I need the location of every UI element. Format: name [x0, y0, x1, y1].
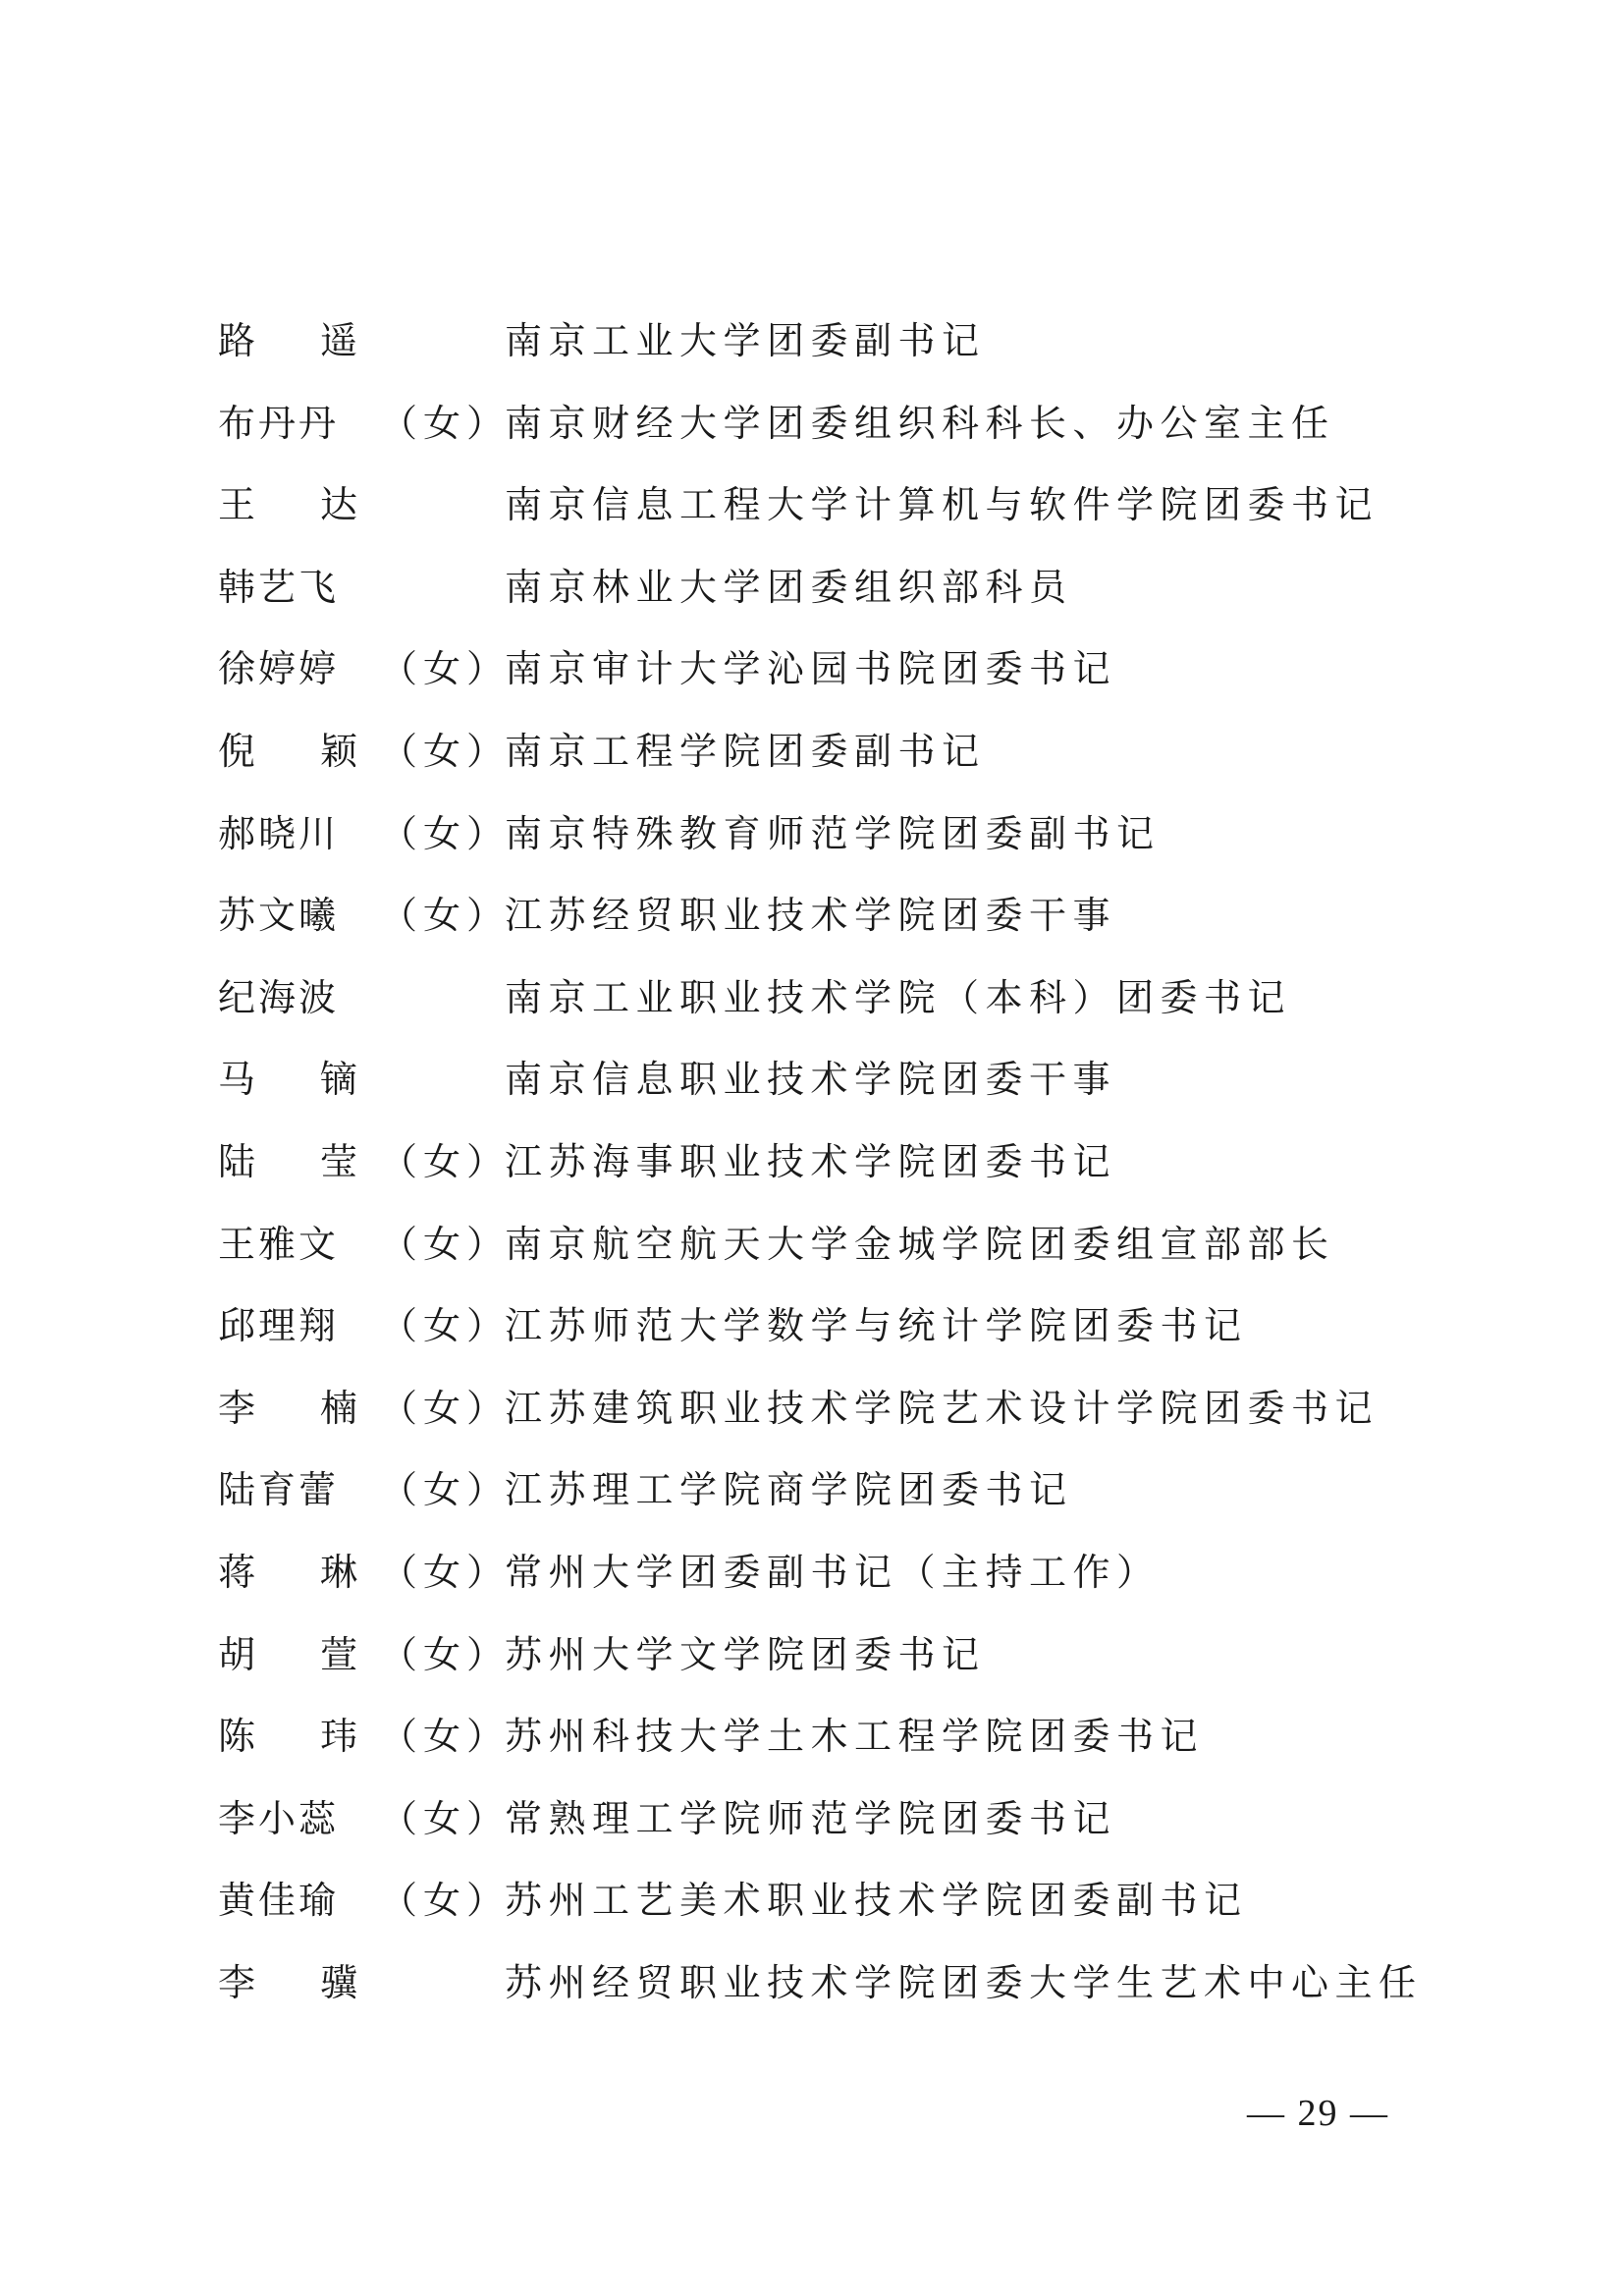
list-item [218, 957, 1494, 1040]
position-title: 南京审计大学沁园书院团委书记 [505, 647, 1117, 691]
position-title: 江苏师范大学数学与统计学院团委书记 [505, 1304, 1248, 1348]
list-item [218, 1860, 1494, 1942]
position-title: 江苏建筑职业技术学院艺术设计学院团委书记 [505, 1386, 1380, 1430]
gender-note: （女） [380, 1715, 511, 1759]
gender-note: （女） [380, 729, 511, 773]
position-title: 南京工业大学团委副书记 [505, 319, 986, 362]
name-list [218, 301, 1494, 2024]
list-item [218, 793, 1494, 876]
person-name: 王雅文 [218, 1222, 340, 1266]
list-item [218, 1204, 1494, 1286]
list-item: 陈 玮 （女） 苏州科技大学土木工程学院团委书记 [218, 1696, 1494, 1778]
list-item [218, 383, 1494, 465]
position-title: 常熟理工学院师范学院团委书记 [505, 1796, 1117, 1840]
gender-note: （女） [380, 894, 511, 938]
position-title: 苏州科技大学土木工程学院团委书记 [505, 1715, 1205, 1759]
gender-note: （女） [380, 1632, 511, 1676]
gender-note: （女） [380, 401, 511, 445]
list-item [218, 875, 1494, 957]
person-name: 徐婷婷 [218, 647, 340, 691]
position-title: 南京信息工程大学计算机与软件学院团委书记 [505, 483, 1380, 527]
gender-note: （女） [380, 1796, 511, 1840]
person-name: 陆育蕾 [218, 1468, 340, 1512]
position-title: 南京工程学院团委副书记 [505, 729, 986, 773]
position-title: 南京林业大学团委组织部科员 [505, 565, 1073, 609]
list-item [218, 1778, 1494, 1861]
person-name: 李小蕊 [218, 1796, 340, 1840]
position-title: 江苏理工学院商学院团委书记 [505, 1468, 1073, 1512]
position-title: 江苏经贸职业技术学院团委干事 [505, 894, 1117, 938]
list-item: 马 镝 南京信息职业技术学院团委干事 [218, 1039, 1494, 1121]
position-title: 苏州大学文学院团委书记 [505, 1632, 986, 1676]
gender-note: （女） [380, 1304, 511, 1348]
gender-note: （女） [380, 811, 511, 855]
position-title: 常州大学团委副书记（主持工作） [505, 1550, 1161, 1594]
gender-note: （女） [380, 647, 511, 691]
person-name: 苏文曦 [218, 894, 340, 938]
gender-note: （女） [380, 1468, 511, 1512]
position-title: 江苏海事职业技术学院团委书记 [505, 1139, 1117, 1183]
person-name: 邱理翔 [218, 1304, 340, 1348]
gender-note: （女） [380, 1550, 511, 1594]
gender-note: （女） [380, 1139, 511, 1183]
position-title: 苏州工艺美术职业技术学院团委副书记 [505, 1879, 1248, 1923]
list-item: 路 遥 南京工业大学团委副书记 [218, 301, 1494, 383]
list-item [218, 1449, 1494, 1532]
position-title: 苏州经贸职业技术学院团委大学生艺术中心主任 [505, 1960, 1423, 2004]
gender-note: （女） [380, 1386, 511, 1430]
list-item: 王 达 南京信息工程大学计算机与软件学院团委书记 [218, 465, 1494, 547]
person-name: 纪海波 [218, 975, 340, 1019]
list-item: 胡 萱 （女） 苏州大学文学院团委书记 [218, 1614, 1494, 1697]
list-item: 蒋 琳 （女） 常州大学团委副书记（主持工作） [218, 1532, 1494, 1614]
position-title: 南京工业职业技术学院（本科）团委书记 [505, 975, 1292, 1019]
person-name: 布丹丹 [218, 401, 340, 445]
list-item [218, 547, 1494, 629]
person-name: 韩艺飞 [218, 565, 340, 609]
list-item: 李 楠 （女） 江苏建筑职业技术学院艺术设计学院团委书记 [218, 1368, 1494, 1450]
person-name: 郝晓川 [218, 811, 340, 855]
gender-note: （女） [380, 1222, 511, 1266]
list-item [218, 629, 1494, 711]
position-title: 南京航空航天大学金城学院团委组宣部部长 [505, 1222, 1335, 1266]
gender-note: （女） [380, 1879, 511, 1923]
list-item: 倪 颖 （女） 南京工程学院团委副书记 [218, 711, 1494, 793]
list-item: 李 骥 苏州经贸职业技术学院团委大学生艺术中心主任 [218, 1942, 1494, 2025]
position-title: 南京信息职业技术学院团委干事 [505, 1058, 1117, 1102]
position-title: 南京特殊教育师范学院团委副书记 [505, 811, 1161, 855]
page-number: — 29 — [1247, 2093, 1389, 2134]
position-title: 南京财经大学团委组织科科长、办公室主任 [505, 401, 1335, 445]
list-item: 陆 莹 （女） 江苏海事职业技术学院团委书记 [218, 1121, 1494, 1204]
list-item [218, 1285, 1494, 1368]
person-name: 黄佳瑜 [218, 1879, 340, 1923]
